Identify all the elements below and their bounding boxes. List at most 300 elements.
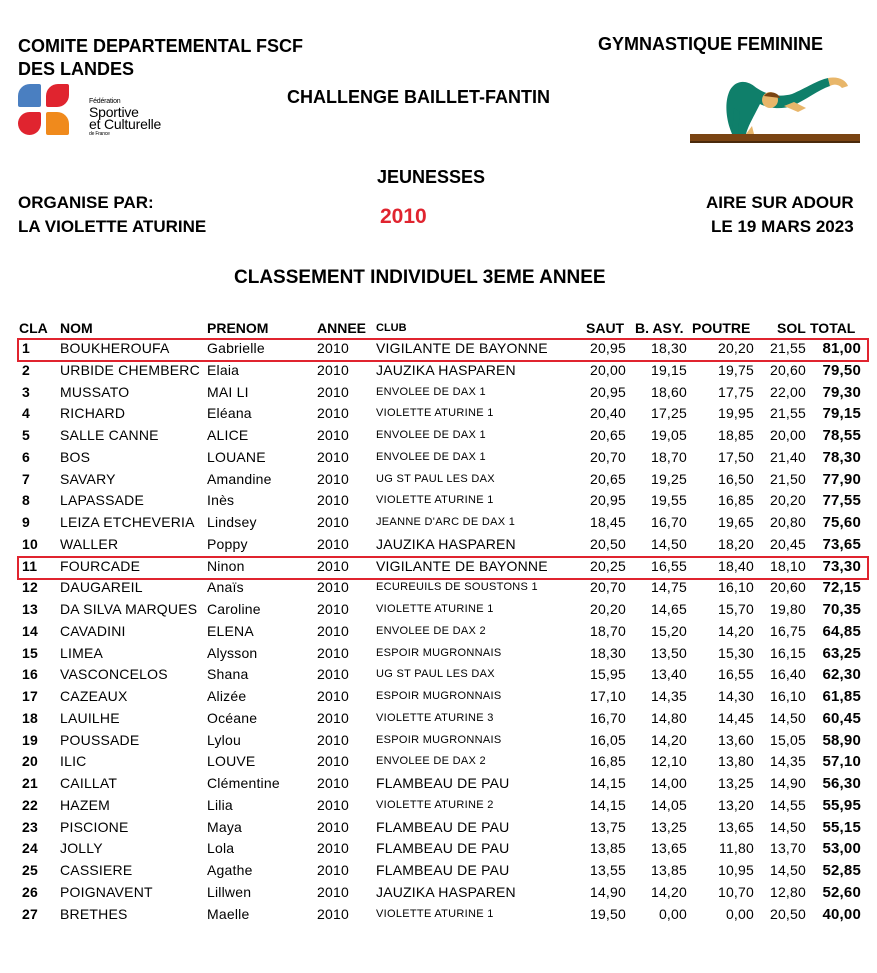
cell-basy: 14,00 (650, 775, 687, 791)
cell-cla: 27 (22, 905, 38, 922)
cell-poutre: 20,20 (717, 340, 754, 356)
table-row (0, 774, 877, 796)
cell-poutre: 16,55 (717, 666, 754, 683)
cell-poutre: 15,70 (717, 601, 754, 617)
table-row (0, 578, 877, 600)
table-row (0, 839, 877, 861)
cell-saut: 14,15 (589, 796, 626, 813)
cell-basy: 14,50 (650, 535, 687, 552)
cell-basy: 19,05 (650, 427, 687, 443)
cell-poutre: 18,20 (717, 535, 754, 552)
cell-cla: 19 (22, 731, 38, 748)
col-header-nom: NOM (60, 320, 93, 336)
cell-club: ESPOIR MUGRONNAIS (376, 733, 502, 746)
cell-sol: 14,50 (769, 818, 806, 835)
cell-nom: JOLLY (60, 840, 103, 857)
cell-total: 52,85 (822, 862, 861, 879)
cell-cla: 23 (22, 818, 38, 835)
cell-total: 78,55 (822, 427, 861, 444)
cell-annee: 2010 (317, 579, 349, 596)
cell-poutre: 13,65 (717, 818, 754, 835)
cell-cla: 7 (22, 470, 30, 487)
cell-basy: 14,80 (650, 709, 687, 726)
cell-poutre: 14,30 (717, 688, 754, 704)
cell-total: 57,10 (822, 753, 861, 771)
cell-prenom: Lilia (207, 796, 233, 813)
cell-prenom: Alysson (207, 644, 258, 661)
col-header-annee: ANNEE (317, 320, 367, 336)
cell-prenom: Shana (207, 666, 249, 683)
cell-prenom: Agathe (207, 862, 253, 878)
cell-annee: 2010 (317, 688, 349, 704)
cell-total: 75,60 (822, 514, 861, 531)
cell-total: 81,00 (822, 340, 861, 357)
cell-cla: 21 (22, 775, 38, 791)
cell-annee: 2010 (317, 383, 349, 400)
cell-sol: 21,55 (769, 340, 806, 356)
cell-saut: 20,25 (589, 557, 626, 574)
cell-prenom: Lindsey (207, 514, 257, 530)
cell-total: 73,30 (822, 557, 861, 575)
cell-cla: 11 (22, 557, 38, 574)
cell-cla: 20 (22, 753, 38, 770)
cell-poutre: 13,80 (717, 753, 754, 770)
cell-nom: BOS (60, 448, 91, 465)
table-row (0, 622, 877, 644)
cell-basy: 18,30 (650, 340, 687, 356)
cell-saut: 20,70 (589, 579, 626, 596)
cell-prenom: Océane (207, 709, 258, 726)
cell-total: 77,90 (822, 470, 861, 488)
cell-poutre: 14,45 (717, 709, 754, 726)
cell-total: 60,45 (822, 709, 861, 727)
cell-sol: 14,50 (769, 862, 806, 878)
cell-saut: 20,20 (589, 601, 626, 617)
cell-total: 40,00 (822, 905, 861, 923)
table-row (0, 513, 877, 535)
cell-basy: 12,10 (650, 753, 687, 770)
cell-cla: 10 (22, 535, 38, 552)
cell-club: VIOLETTE ATURINE 3 (376, 711, 494, 724)
cell-sol: 20,50 (769, 905, 806, 922)
cell-sol: 20,45 (769, 535, 806, 552)
cell-annee: 2010 (317, 470, 349, 487)
table-row (0, 752, 877, 774)
logo-square-orange (46, 112, 69, 135)
cell-total: 61,85 (822, 688, 861, 705)
ranking-title: CLASSEMENT INDIVIDUEL 3EME ANNEE (234, 267, 606, 288)
logo-square-red-bottom (18, 112, 41, 135)
cell-nom: LAUILHE (60, 709, 120, 726)
cell-saut: 20,95 (589, 492, 626, 509)
cell-basy: 14,20 (650, 883, 687, 900)
cell-cla: 4 (22, 405, 30, 422)
cell-nom: SAVARY (60, 470, 116, 487)
cell-club: VIOLETTE ATURINE 1 (376, 494, 494, 507)
cell-saut: 13,55 (589, 862, 626, 878)
cell-poutre: 17,50 (717, 448, 754, 465)
cell-club: JEANNE D'ARC DE DAX 1 (376, 516, 516, 528)
cell-saut: 18,30 (589, 644, 626, 661)
cell-basy: 19,55 (650, 492, 687, 509)
cell-prenom: Caroline (207, 601, 261, 617)
cell-saut: 20,65 (589, 427, 626, 443)
cell-nom: DAUGAREIL (60, 579, 143, 596)
cell-sol: 15,05 (769, 731, 806, 748)
table-row (0, 383, 877, 405)
cell-prenom: Lillwen (207, 883, 252, 900)
table-row (0, 404, 877, 426)
cell-total: 72,15 (822, 579, 861, 597)
cell-total: 55,15 (822, 818, 861, 836)
cell-saut: 19,50 (589, 905, 626, 922)
cell-club: FLAMBEAU DE PAU (376, 862, 510, 878)
cell-total: 55,95 (822, 796, 861, 814)
col-header-prenom: PRENOM (207, 320, 269, 336)
cell-cla: 14 (22, 622, 38, 639)
cell-annee: 2010 (317, 492, 349, 509)
cell-saut: 17,10 (589, 688, 626, 704)
table-row (0, 535, 877, 557)
cell-annee: 2010 (317, 775, 349, 791)
cell-prenom: Gabrielle (207, 340, 265, 356)
cell-club: FLAMBEAU DE PAU (376, 840, 510, 857)
cell-saut: 20,00 (589, 361, 626, 378)
cell-poutre: 17,75 (717, 383, 754, 400)
cell-cla: 24 (22, 840, 38, 857)
table-row (0, 796, 877, 818)
table-row (0, 361, 877, 383)
cell-cla: 6 (22, 448, 30, 465)
logo-text-line4: de France (89, 131, 110, 137)
cell-basy: 0,00 (658, 905, 687, 922)
cell-cla: 18 (22, 709, 38, 726)
cell-annee: 2010 (317, 361, 349, 378)
cell-basy: 14,65 (650, 601, 687, 617)
cell-basy: 14,20 (650, 731, 687, 748)
cell-prenom: ALICE (207, 427, 249, 443)
cell-basy: 18,70 (650, 448, 687, 465)
cell-basy: 16,55 (650, 557, 687, 574)
cell-basy: 13,50 (650, 644, 687, 661)
cell-saut: 18,70 (589, 622, 626, 639)
cell-prenom: Clémentine (207, 775, 280, 791)
cell-annee: 2010 (317, 514, 349, 530)
cell-annee: 2010 (317, 883, 349, 900)
cell-club: VIOLETTE ATURINE 1 (376, 907, 494, 920)
cell-prenom: Lola (207, 840, 235, 857)
cell-club: ESPOIR MUGRONNAIS (376, 690, 502, 702)
cell-poutre: 18,40 (717, 557, 754, 574)
cell-poutre: 18,85 (717, 427, 754, 443)
cell-nom: MUSSATO (60, 383, 130, 400)
cell-poutre: 0,00 (725, 905, 754, 922)
cell-sol: 12,80 (769, 883, 806, 900)
table-row (0, 426, 877, 448)
cell-basy: 18,60 (650, 383, 687, 400)
cell-annee: 2010 (317, 405, 349, 422)
cell-club: UG ST PAUL LES DAX (376, 668, 495, 681)
cell-nom: RICHARD (60, 405, 126, 422)
cell-sol: 14,55 (769, 796, 806, 813)
cell-poutre: 10,70 (717, 883, 754, 900)
table-row (0, 644, 877, 666)
cell-prenom: Anaïs (207, 579, 244, 596)
cell-club: JAUZIKA HASPAREN (376, 361, 516, 378)
cell-annee: 2010 (317, 731, 349, 748)
cell-cla: 9 (22, 514, 30, 530)
cell-total: 70,35 (822, 601, 861, 618)
table-row (0, 339, 877, 361)
cell-cla: 3 (22, 383, 30, 400)
cell-annee: 2010 (317, 753, 349, 770)
cell-poutre: 19,95 (717, 405, 754, 422)
cell-nom: WALLER (60, 535, 119, 552)
cell-nom: LAPASSADE (60, 492, 145, 509)
table-row (0, 665, 877, 687)
cell-prenom: LOUVE (207, 753, 256, 770)
cell-saut: 20,95 (589, 340, 626, 356)
cell-annee: 2010 (317, 862, 349, 878)
cell-club: ENVOLEE DE DAX 1 (376, 450, 486, 463)
cell-total: 53,00 (822, 840, 861, 858)
cell-club: FLAMBEAU DE PAU (376, 775, 510, 791)
cell-annee: 2010 (317, 557, 349, 574)
table-row (0, 557, 877, 579)
col-header-cla: CLA (19, 320, 48, 336)
logo-text (89, 98, 161, 138)
cell-poutre: 16,50 (717, 470, 754, 487)
cell-saut: 16,85 (589, 753, 626, 770)
logo-text-line2: Sportive (89, 104, 139, 120)
cell-total: 63,25 (822, 644, 861, 662)
cell-cla: 8 (22, 492, 30, 509)
cell-sol: 20,20 (769, 492, 806, 509)
cell-club: VIOLETTE ATURINE 1 (376, 603, 494, 615)
cell-total: 79,15 (822, 405, 861, 423)
table-row (0, 448, 877, 470)
cell-annee: 2010 (317, 666, 349, 683)
cell-nom: BRETHES (60, 905, 128, 922)
cell-club: ENVOLEE DE DAX 2 (376, 624, 486, 637)
table-row (0, 905, 877, 927)
cell-total: 77,55 (822, 492, 861, 510)
cell-club: FLAMBEAU DE PAU (376, 818, 510, 835)
cell-prenom: Maya (207, 818, 243, 835)
city-label: AIRE SUR ADOUR (706, 193, 854, 212)
cell-total: 64,85 (822, 622, 861, 640)
col-header-poutre: POUTRE (692, 320, 751, 336)
cell-sol: 16,40 (769, 666, 806, 683)
cell-saut: 15,95 (589, 666, 626, 683)
logo-text-line1: Fédération (89, 98, 121, 105)
cell-total: 79,30 (822, 383, 861, 401)
cell-prenom: Amandine (207, 470, 272, 487)
cell-basy: 19,15 (650, 361, 687, 378)
cell-nom: BOUKHEROUFA (60, 340, 170, 356)
cell-club: UG ST PAUL LES DAX (376, 472, 495, 485)
cell-cla: 1 (22, 340, 30, 356)
cell-prenom: Elaia (207, 361, 240, 378)
cell-club: VIOLETTE ATURINE 1 (376, 407, 494, 420)
cell-sol: 20,60 (769, 579, 806, 596)
cell-poutre: 14,20 (717, 622, 754, 639)
cell-nom: SALLE CANNE (60, 427, 159, 443)
cell-sol: 19,80 (769, 601, 806, 617)
org-name-line1: COMITE DEPARTEMENTAL FSCF (18, 36, 303, 56)
cell-total: 58,90 (822, 731, 861, 749)
cell-total: 79,50 (822, 361, 861, 379)
cell-club: JAUZIKA HASPAREN (376, 535, 516, 552)
cell-prenom: Ninon (207, 557, 245, 574)
col-header-club: CLUB (376, 322, 407, 334)
cell-prenom: Lylou (207, 731, 241, 748)
discipline-title: GYMNASTIQUE FEMININE (598, 34, 824, 54)
cell-sol: 20,00 (769, 427, 806, 443)
cell-basy: 14,75 (650, 579, 687, 596)
cell-annee: 2010 (317, 818, 349, 835)
cell-total: 73,65 (822, 535, 861, 553)
cell-saut: 18,45 (589, 514, 626, 530)
cell-sol: 21,40 (769, 448, 806, 465)
cell-saut: 20,40 (589, 405, 626, 422)
cell-basy: 14,35 (650, 688, 687, 704)
cell-sol: 16,15 (769, 644, 806, 661)
col-header-saut: SAUT (586, 320, 625, 336)
table-row (0, 709, 877, 731)
cell-annee: 2010 (317, 840, 349, 857)
cell-sol: 16,10 (769, 688, 806, 704)
organiser-name: LA VIOLETTE ATURINE (18, 217, 207, 236)
cell-club: JAUZIKA HASPAREN (376, 883, 516, 900)
cell-nom: ILIC (60, 753, 87, 770)
cell-basy: 16,70 (650, 514, 687, 530)
year-label: 2010 (380, 205, 427, 228)
cell-basy: 15,20 (650, 622, 687, 639)
cell-sol: 14,35 (769, 753, 806, 770)
cell-poutre: 19,65 (717, 514, 754, 530)
cell-total: 78,30 (822, 448, 861, 466)
cell-saut: 16,05 (589, 731, 626, 748)
cell-annee: 2010 (317, 796, 349, 813)
cell-basy: 19,25 (650, 470, 687, 487)
table-row (0, 861, 877, 883)
cell-sol: 22,00 (769, 383, 806, 400)
cell-cla: 25 (22, 862, 38, 878)
cell-poutre: 11,80 (719, 840, 754, 857)
cell-saut: 20,95 (589, 383, 626, 400)
table-row (0, 687, 877, 709)
cell-saut: 14,90 (589, 883, 626, 900)
cell-nom: PISCIONE (60, 818, 129, 835)
cell-saut: 13,75 (589, 818, 626, 835)
cell-club: ENVOLEE DE DAX 1 (376, 385, 486, 398)
cell-sol: 14,50 (769, 709, 806, 726)
cell-cla: 22 (22, 796, 38, 813)
cell-saut: 20,50 (589, 535, 626, 552)
cell-nom: POUSSADE (60, 731, 140, 748)
cell-cla: 2 (22, 361, 30, 378)
table-row (0, 883, 877, 905)
cell-poutre: 10,95 (717, 862, 754, 878)
cell-poutre: 15,30 (717, 644, 754, 661)
table-row (0, 818, 877, 840)
cell-poutre: 13,20 (717, 796, 754, 813)
cell-prenom: Maelle (207, 905, 250, 922)
cell-poutre: 16,10 (717, 579, 754, 596)
col-header-total: TOTAL (810, 320, 856, 336)
cell-annee: 2010 (317, 644, 349, 661)
cell-club: VIGILANTE DE BAYONNE (376, 340, 548, 356)
cell-cla: 5 (22, 427, 30, 443)
cell-club: ENVOLEE DE DAX 1 (376, 429, 486, 441)
org-name-line2: DES LANDES (18, 59, 135, 79)
col-header-sol: SOL (777, 320, 806, 336)
logo-square-blue (18, 84, 41, 107)
cell-basy: 13,25 (650, 818, 687, 835)
challenge-title: CHALLENGE BAILLET-FANTIN (287, 87, 550, 107)
cell-poutre: 13,25 (717, 775, 754, 791)
cell-annee: 2010 (317, 709, 349, 726)
cell-cla: 13 (22, 601, 38, 617)
cell-total: 56,30 (822, 775, 861, 792)
cell-nom: HAZEM (60, 796, 110, 813)
cell-annee: 2010 (317, 905, 349, 922)
cell-nom: LIMEA (60, 644, 104, 661)
cell-cla: 16 (22, 666, 38, 683)
cell-sol: 20,60 (769, 361, 806, 378)
cell-prenom: Alizée (207, 688, 247, 704)
cell-prenom: Inès (207, 492, 235, 509)
cell-cla: 12 (22, 579, 38, 596)
cell-nom: URBIDE CHEMBERC (60, 361, 200, 378)
cell-nom: LEIZA ETCHEVERIA (60, 514, 195, 530)
table-row (0, 600, 877, 622)
cell-saut: 20,70 (589, 448, 626, 465)
cell-annee: 2010 (317, 622, 349, 639)
cell-basy: 17,25 (650, 405, 687, 422)
cell-prenom: Eléana (207, 405, 252, 422)
cell-sol: 13,70 (769, 840, 806, 857)
cell-club: ENVOLEE DE DAX 2 (376, 755, 486, 768)
cell-annee: 2010 (317, 448, 349, 465)
cell-sol: 14,90 (769, 775, 806, 791)
table-row (0, 491, 877, 513)
cell-nom: VASCONCELOS (60, 666, 168, 683)
cell-nom: CASSIERE (60, 862, 133, 878)
gymnast-beam-illustration (688, 72, 860, 146)
cell-cla: 26 (22, 883, 38, 900)
cell-sol: 20,80 (769, 514, 806, 530)
cell-poutre: 16,85 (717, 492, 754, 509)
cell-club: VIOLETTE ATURINE 2 (376, 798, 494, 811)
cell-nom: CAILLAT (60, 775, 118, 791)
cell-annee: 2010 (317, 601, 349, 617)
col-header-basy: B. ASY. (635, 320, 684, 336)
date-label: LE 19 MARS 2023 (711, 217, 854, 236)
cell-prenom: Poppy (207, 535, 248, 552)
cell-annee: 2010 (317, 427, 349, 443)
cell-club: ESPOIR MUGRONNAIS (376, 646, 502, 659)
cell-annee: 2010 (317, 340, 349, 356)
cell-cla: 17 (22, 688, 38, 704)
logo-square-red-top (46, 84, 69, 107)
cell-saut: 20,65 (589, 470, 626, 487)
fscf-logo (18, 84, 208, 136)
organised-by-label: ORGANISE PAR: (18, 193, 154, 212)
category-title: JEUNESSES (377, 167, 486, 187)
cell-saut: 13,85 (589, 840, 626, 857)
